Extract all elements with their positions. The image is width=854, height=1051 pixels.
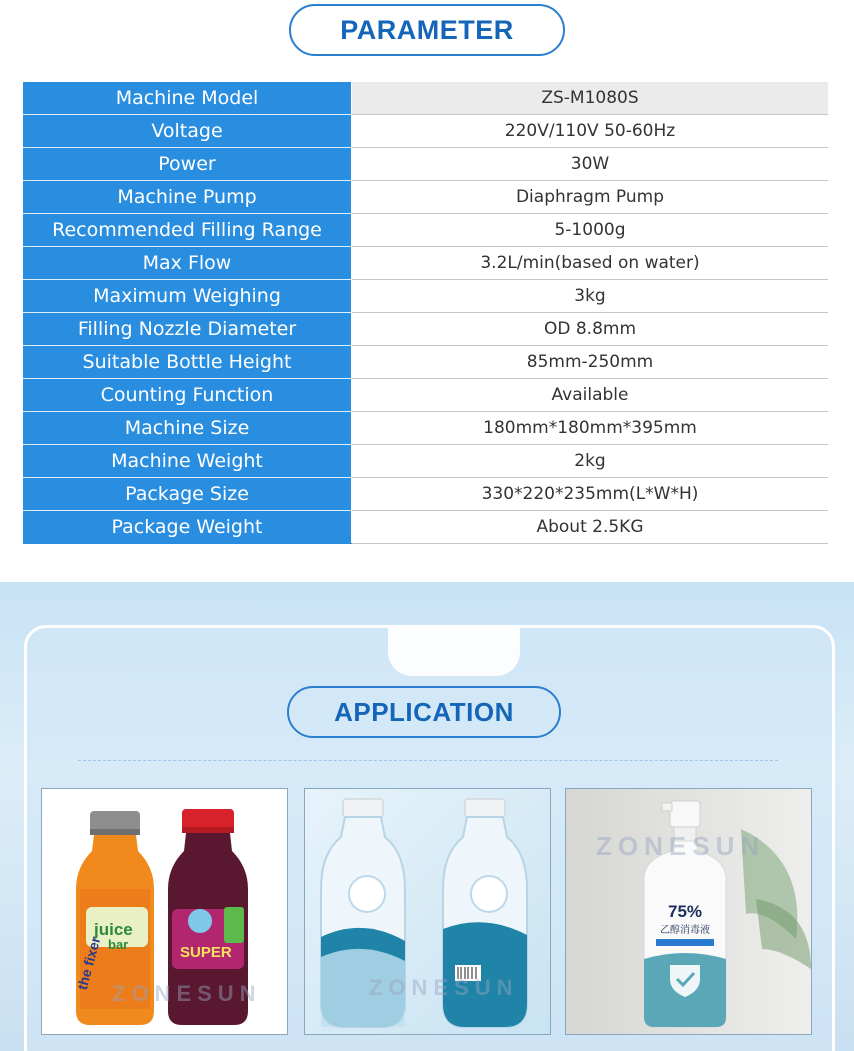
dashed-divider: [78, 760, 778, 761]
parameter-value: 180mm*180mm*395mm: [352, 412, 829, 445]
parameter-row: [23, 412, 828, 445]
svg-text:75%: 75%: [668, 902, 703, 921]
parameter-label: Machine Weight: [23, 445, 352, 478]
parameter-label: Voltage: [23, 115, 352, 148]
parameter-label: Package Size: [23, 478, 352, 511]
disinfectant-spray-illustration: [566, 789, 811, 1034]
svg-text:juice: juice: [94, 920, 133, 939]
svg-text:the fixer: the fixer: [73, 934, 104, 992]
watermark: ZONESUN: [112, 981, 262, 1006]
watermark: ZONESUN: [369, 975, 519, 1000]
parameter-heading: PARAMETER: [289, 4, 565, 56]
parameter-row: [23, 280, 828, 313]
parameter-row: [23, 115, 828, 148]
parameter-table: [23, 82, 828, 544]
parameter-value: OD 8.8mm: [352, 313, 829, 346]
parameter-value: 30W: [352, 148, 829, 181]
parameter-value: 3kg: [352, 280, 829, 313]
parameter-row: [23, 379, 828, 412]
parameter-label: Suitable Bottle Height: [23, 346, 352, 379]
parameter-label: Power: [23, 148, 352, 181]
parameter-row: [23, 346, 828, 379]
parameter-value: 5-1000g: [352, 214, 829, 247]
svg-text:乙醇消毒液: 乙醇消毒液: [660, 925, 710, 936]
parameter-row: [23, 82, 828, 115]
parameter-label: Machine Size: [23, 412, 352, 445]
parameter-label: Recommended Filling Range: [23, 214, 352, 247]
juice-bottles-image: [41, 788, 288, 1035]
parameter-row: [23, 445, 828, 478]
parameter-label: Package Weight: [23, 511, 352, 544]
svg-text:bar: bar: [108, 937, 129, 952]
svg-text:SUPER: SUPER: [180, 944, 232, 961]
parameter-value: 330*220*235mm(L*W*H): [352, 478, 829, 511]
parameter-row: [23, 214, 828, 247]
application-section: [0, 582, 854, 1051]
parameter-label: Filling Nozzle Diameter: [23, 313, 352, 346]
parameter-row: [23, 313, 828, 346]
application-heading: APPLICATION: [287, 686, 561, 738]
section-divider: [0, 548, 854, 582]
parameter-label: Maximum Weighing: [23, 280, 352, 313]
parameter-row: [23, 478, 828, 511]
parameter-label: Max Flow: [23, 247, 352, 280]
parameter-label: Machine Model: [23, 82, 352, 115]
parameter-value: 220V/110V 50-60Hz: [352, 115, 829, 148]
parameter-label: Counting Function: [23, 379, 352, 412]
parameter-value: 3.2L/min(based on water): [352, 247, 829, 280]
parameter-label: Machine Pump: [23, 181, 352, 214]
card-notch: [388, 628, 520, 676]
watermark: ZONESUN: [596, 831, 766, 861]
parameter-row: [23, 247, 828, 280]
parameter-row: [23, 181, 828, 214]
parameter-value: Available: [352, 379, 829, 412]
parameter-value: Diaphragm Pump: [352, 181, 829, 214]
parameter-row: [23, 148, 828, 181]
parameter-value: About 2.5KG: [352, 511, 829, 544]
parameter-value: ZS-M1080S: [352, 82, 829, 115]
parameter-row: [23, 511, 828, 544]
parameter-value: 85mm-250mm: [352, 346, 829, 379]
water-bottles-image: [304, 788, 551, 1035]
parameter-value: 2kg: [352, 445, 829, 478]
disinfectant-spray-image: [565, 788, 812, 1035]
